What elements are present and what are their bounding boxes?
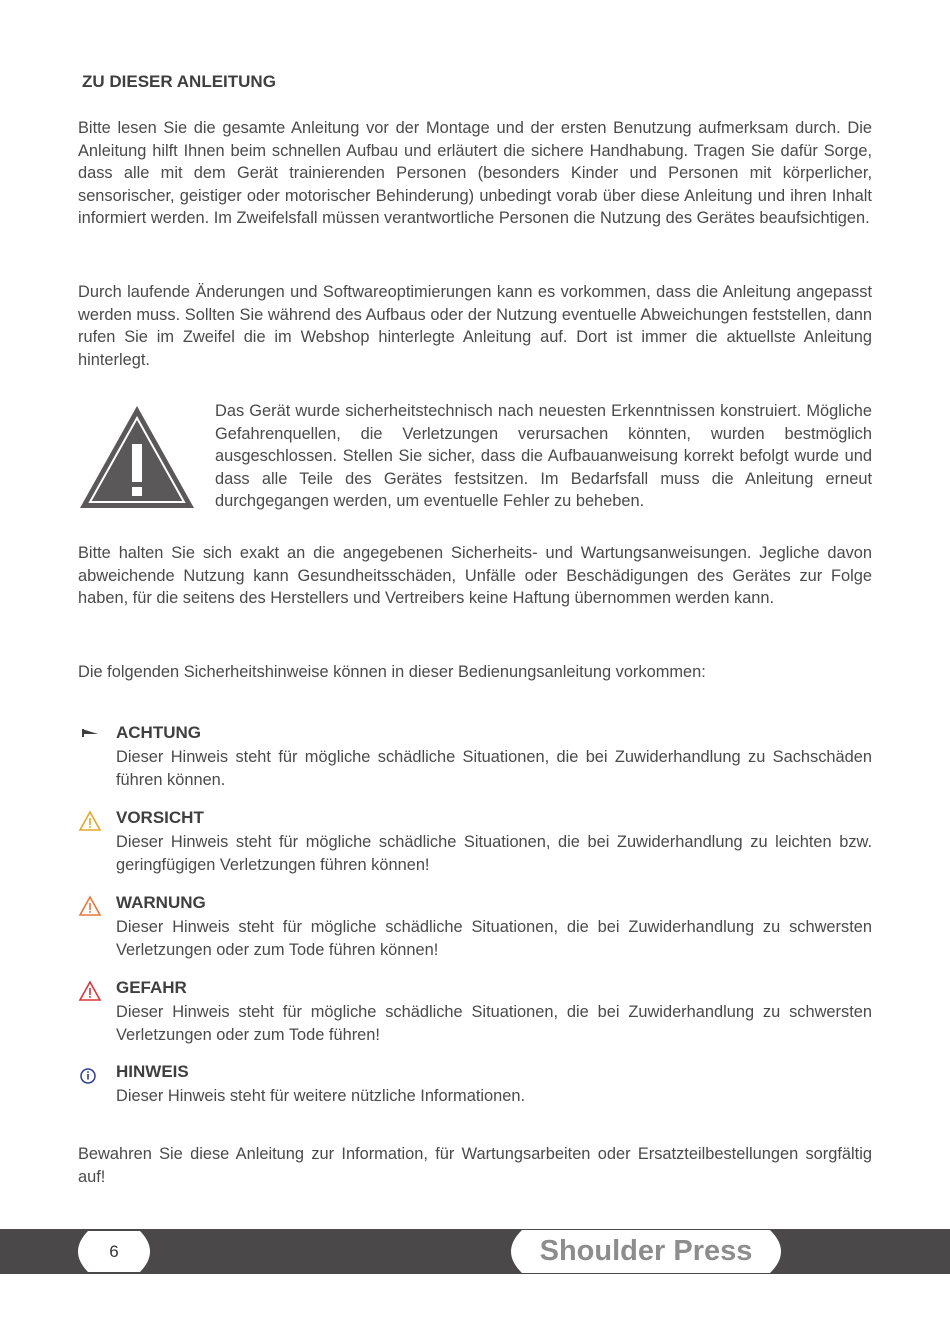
- updates-paragraph: Durch laufende Änderungen und Softwareoptimierungen kann es vorkommen, dass die Anleitung angepasst werden muss. Sollten Sie während des Aufbaus oder der Nutzung eventuelle Abweichungen feststellen, dann rufen Sie im Zweifel die im Webshop hinterlegte Anleitung auf. Dort ist immer die aktuellste Anleitung hinterlegt.: [78, 283, 872, 369]
- compliance-paragraph: Bitte halten Sie sich exakt an die angegebenen Sicherheits- und Wartungsanweisungen. Jegliche davon abweichende Nutzung kann Gesundheitsschäden, Unfälle oder Beschädigungen des Gerätes zur Folge haben, für die seitens des Herstellers und Vertreibers keine Haftung übernommen werden kann.: [78, 544, 872, 608]
- warning-triangle-icon: [78, 895, 102, 917]
- notice-title: ACHTUNG: [116, 723, 201, 742]
- flag-arrow-icon: [78, 725, 102, 747]
- notice-intro-paragraph: Die folgenden Sicherheitshinweise können in dieser Bedienungsanleitung vorkommen:: [78, 663, 706, 681]
- info-icon: [78, 1064, 102, 1086]
- notice-title: VORSICHT: [116, 808, 204, 827]
- notice-text: Dieser Hinweis steht für mögliche schädliche Situationen, die bei Zuwiderhandlung zu schwersten Verletzungen oder zum Tode führen können!: [116, 918, 872, 959]
- safety-construction-text: Das Gerät wurde sicherheitstechnisch nach neuesten Erkenntnissen konstruiert. Mögliche Gefahrenquellen, die Verletzungen verursachen könnten, wurden bestmöglich ausgeschlossen. Stellen Sie sicher, dass die Aufbauanweisung korrekt befolgt wurde und dass alle Teile des Gerätes festsitzen. Im Bedarfsfall muss die Anleitung erneut durchgegangen werden, um eventuelle Fehler zu beheben.: [215, 402, 872, 511]
- notice-text: Dieser Hinweis steht für mögliche schädliche Situationen, die bei Zuwiderhandlung zu schwersten Verletzungen oder zum Tode führen!: [116, 1003, 872, 1044]
- notice-text: Dieser Hinweis steht für weitere nützliche Informationen.: [116, 1087, 526, 1105]
- intro-paragraph: Bitte lesen Sie die gesamte Anleitung vor der Montage und der ersten Benutzung aufmerksam durch. Die Anleitung hilft Ihnen beim schnellen Aufbau und erläutert die sichere Handhabung. Tragen Sie dafür Sorge, dass alle mit dem Gerät trainierenden Personen (besonders Kinder und Personen mit körperlicher, sensorischer, geistiger oder motorischer Behinderung) unbedingt vorab über diese Anleitung und ihren Inhalt informiert werden. Im Zweifelsfall müssen verantwortliche Personen die Nutzung des Gerätes beaufsichtigen.: [78, 119, 872, 228]
- notice-title: GEFAHR: [116, 978, 187, 997]
- warning-triangle-icon: [78, 404, 196, 510]
- notice-title: HINWEIS: [116, 1062, 189, 1081]
- notice-title: WARNUNG: [116, 893, 206, 912]
- closing-paragraph: Bewahren Sie diese Anleitung zur Information, für Wartungsarbeiten oder Ersatzteilbestellungen sorgfältig auf!: [78, 1145, 872, 1186]
- section-heading: ZU DIESER ANLEITUNG: [82, 72, 276, 91]
- notice-text: Dieser Hinweis steht für mögliche schädliche Situationen, die bei Zuwiderhandlung zu Sachschäden führen können.: [116, 748, 872, 789]
- page-number: 6: [109, 1241, 119, 1261]
- danger-triangle-icon: [78, 980, 102, 1002]
- notice-text: Dieser Hinweis steht für mögliche schädliche Situationen, die bei Zuwiderhandlung zu leichten bzw. geringfügigen Verletzungen führen können!: [116, 833, 872, 874]
- caution-triangle-icon: [78, 810, 102, 832]
- document-title: Shoulder Press: [539, 1235, 753, 1267]
